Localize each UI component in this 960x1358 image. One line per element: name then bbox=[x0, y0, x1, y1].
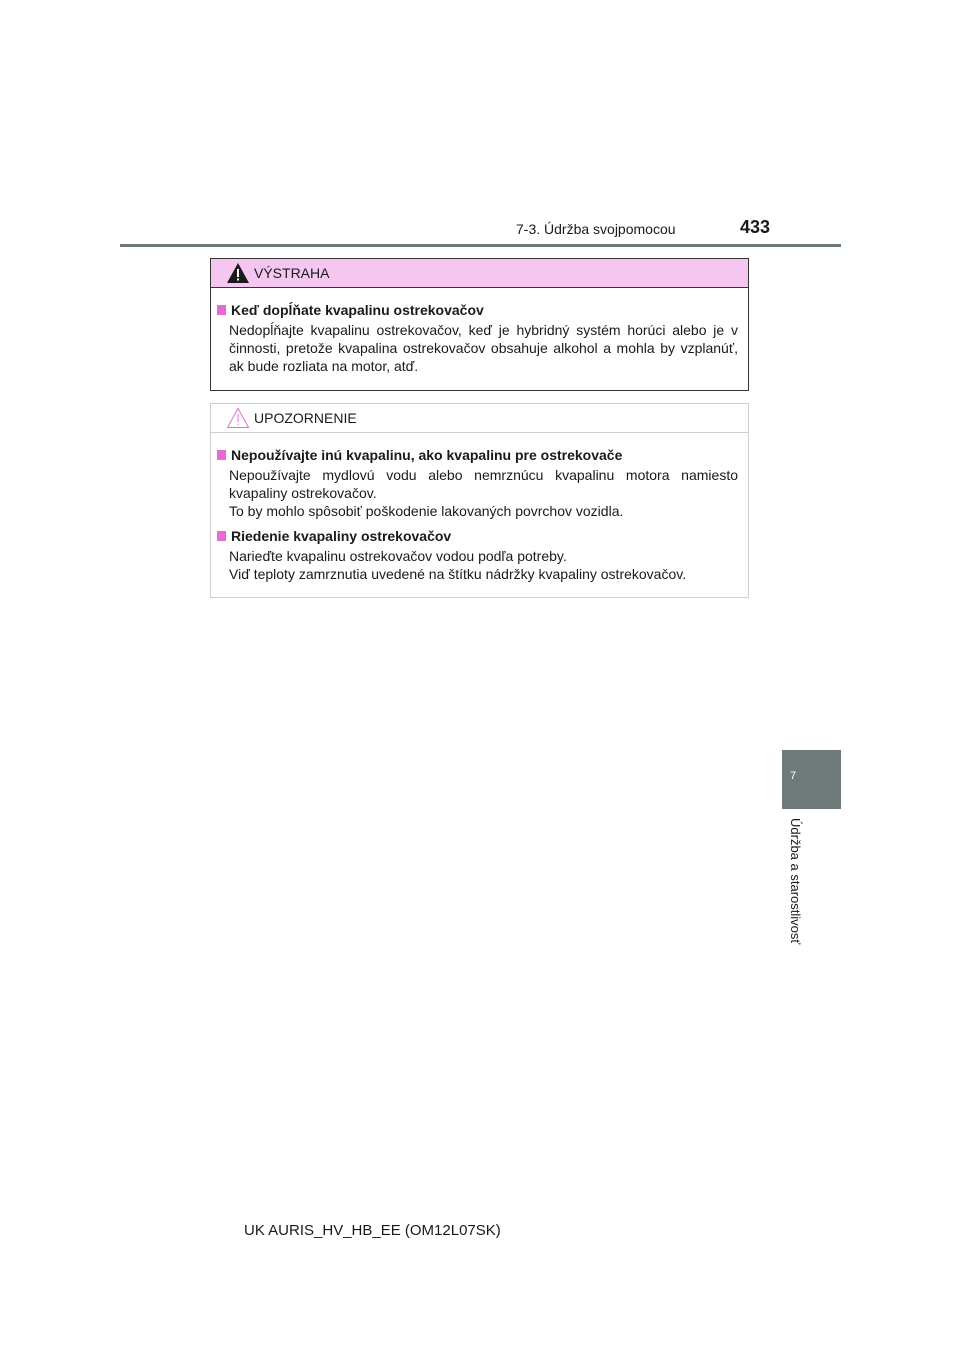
warning-title: VÝSTRAHA bbox=[254, 265, 330, 281]
bullet-square-icon bbox=[217, 450, 226, 460]
notice-box-header bbox=[211, 404, 748, 433]
warning-item-heading-text: Keď dopĺňate kvapalinu ostrekovačov bbox=[231, 302, 484, 318]
chapter-number: 7 bbox=[790, 770, 797, 782]
bullet-square-icon bbox=[217, 305, 226, 315]
footer-code: UK AURIS_HV_HB_EE (OM12L07SK) bbox=[244, 1222, 501, 1239]
notice-box bbox=[210, 403, 749, 598]
notice-item-text bbox=[216, 466, 738, 520]
warning-item-text bbox=[216, 321, 738, 375]
warning-box bbox=[210, 258, 749, 391]
chapter-title: Údržba a starostlivosť bbox=[788, 818, 803, 945]
caution-triangle-icon bbox=[226, 407, 250, 429]
notice-item-heading-text: Nepoužívajte inú kvapalinu, ako kvapalinu pre ostrekovače bbox=[231, 447, 623, 463]
notice-item-heading bbox=[216, 526, 738, 546]
header-section-title: 7-3. Údržba svojpomocou bbox=[516, 221, 676, 237]
notice-item bbox=[216, 526, 738, 583]
notice-item-line: Viď teploty zamrznutia uvedené na štítku nádržky kvapaliny ostrekovačov. bbox=[229, 566, 687, 582]
header-divider bbox=[120, 244, 841, 247]
chapter-side-label bbox=[786, 818, 806, 963]
notice-title: UPOZORNENIE bbox=[254, 410, 357, 426]
notice-box-body bbox=[211, 433, 748, 583]
warning-box-header bbox=[211, 259, 748, 288]
notice-item-heading bbox=[216, 445, 738, 465]
warning-box-body bbox=[211, 288, 748, 375]
notice-item-text bbox=[216, 547, 738, 583]
notice-item-line: Nepoužívajte mydlovú vodu alebo nemrznúcu kvapalinu motora namiesto kvapaliny ostrekovačov. bbox=[229, 467, 738, 501]
warning-item-line: Nedopĺňajte kvapalinu ostrekovačov, keď je hybridný systém horúci alebo je v činnosti, pretože kvapalina ostrekovačov obsahuje alkohol a mohla by vzplanúť, ak bude rozliata na motor, atď. bbox=[229, 322, 738, 374]
bullet-square-icon bbox=[217, 531, 226, 541]
chapter-tab bbox=[782, 750, 841, 809]
warning-item-heading bbox=[216, 300, 738, 320]
warning-item bbox=[216, 300, 738, 375]
warning-triangle-icon bbox=[226, 262, 250, 284]
notice-item-line: Narieďte kvapalinu ostrekovačov vodou podľa potreby. bbox=[229, 548, 567, 564]
notice-item-heading-text: Riedenie kvapaliny ostrekovačov bbox=[231, 528, 452, 544]
notice-item-line: To by mohlo spôsobiť poškodenie lakovaných povrchov vozidla. bbox=[229, 503, 624, 519]
page-number: 433 bbox=[740, 217, 771, 237]
notice-item bbox=[216, 445, 738, 520]
